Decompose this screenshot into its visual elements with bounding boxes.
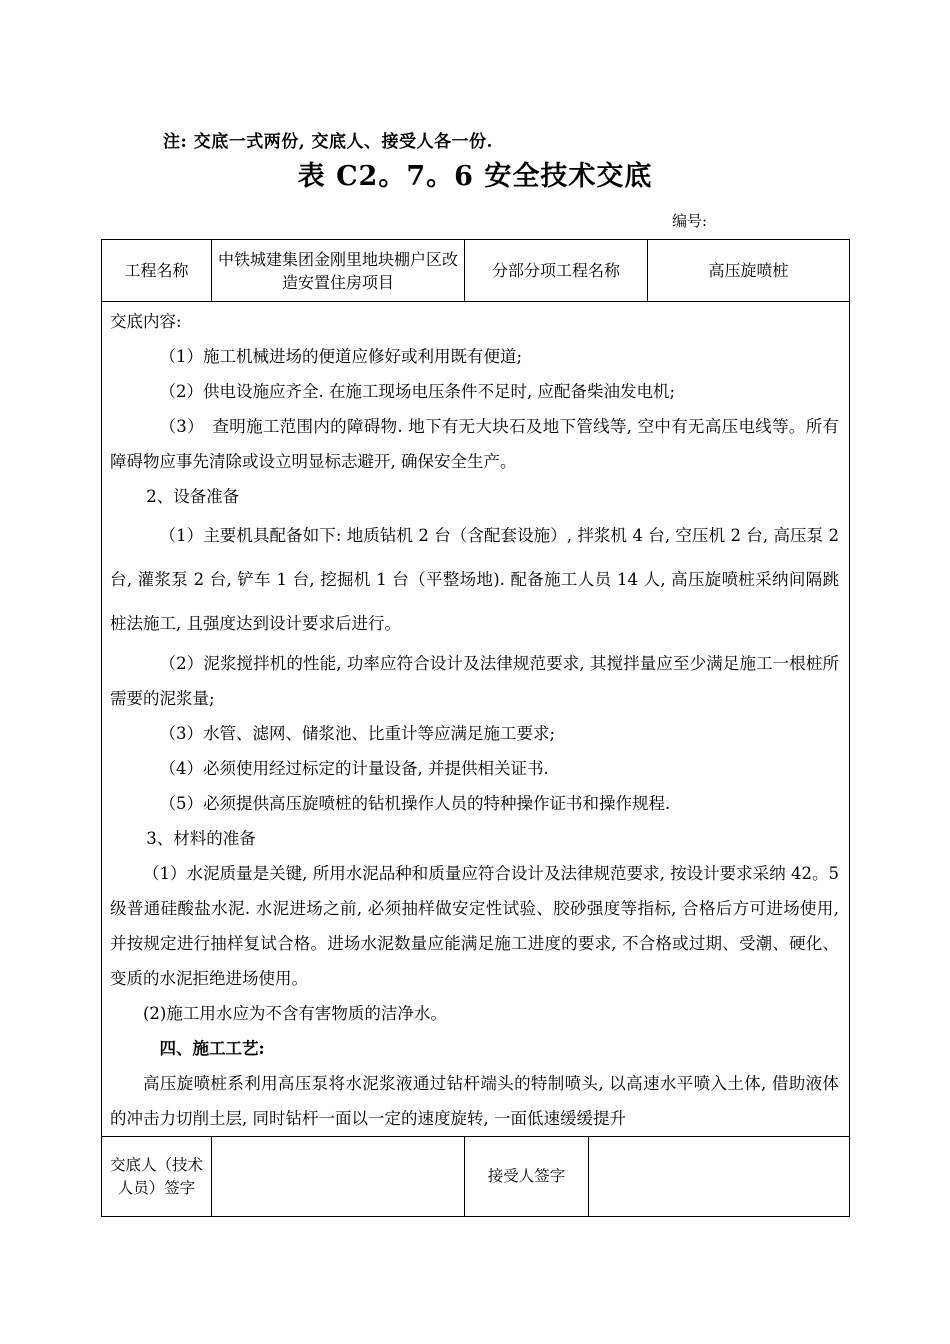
section-heading: 3、材料的准备 <box>146 829 256 848</box>
header-row <box>102 240 850 302</box>
discloser-signature-field[interactable] <box>212 1137 465 1217</box>
subproject-label: 分部分项工程名称 <box>465 240 648 302</box>
distribution-note: 注: 交底一式两份, 交底人、接受人各一份. <box>163 132 493 152</box>
section-heading: 2、设备准备 <box>146 487 240 506</box>
content-heading: 交底内容: <box>110 312 182 331</box>
content-paragraph: （1）主要机具配备如下: 地质钻机 2 台（含配套设施）, 拌浆机 4 台, 空压机 2 台, 高压泵 2 台, 灌浆泵 2 台, 铲车 1 台, 挖掘机 1 台（平整场地). 配备施工人员 14 人, 高压旋喷桩采纳间隔跳桩法施工, 且强度达到设计要求后进行。 <box>110 526 840 633</box>
content-paragraph: （2）泥浆搅拌机的性能, 功率应符合设计及法律规范要求, 其搅拌量应至少满足施工一根桩所需要的泥浆量; <box>110 654 840 708</box>
content-paragraph: （1）水泥质量是关键, 所用水泥品种和质量应符合设计及法律规范要求, 按设计要求采纳 42。5 级普通硅酸盐水泥. 水泥进场之前, 必须抽样做安定性试验、胶砂强度等指标, 合格后方可进场使用, 并按规定进行抽样复试合格。进场水泥数量应能满足施工进度的要求, 不合格或过期、受潮、硬化、变质的水泥拒绝进场使用。 <box>110 864 840 988</box>
content-paragraph: （3） 查明施工范围内的障碍物. 地下有无大块石及地下管线等, 空中有无高压电线等。所有障碍物应事先清除或设立明显标志避开, 确保安全生产。 <box>110 417 840 471</box>
content-paragraph: (2)施工用水应为不含有害物质的洁净水。 <box>143 1004 447 1023</box>
disclosure-content <box>102 302 849 1136</box>
content-paragraph: （1）施工机械进场的便道应修好或利用既有便道; <box>159 347 523 366</box>
serial-number-label: 编号: <box>672 212 708 230</box>
content-paragraph: （4）必须使用经过标定的计量设备, 并提供相关证书. <box>159 759 549 778</box>
content-paragraph: （3）水管、滤网、储浆池、比重计等应满足施工要求; <box>159 724 556 743</box>
disclosure-table <box>101 239 850 1217</box>
section-heading: 四、施工工艺: <box>159 1039 265 1058</box>
subproject-value: 高压旋喷桩 <box>648 240 850 302</box>
receiver-signature-field[interactable] <box>589 1137 850 1217</box>
project-name-value: 中铁城建集团金刚里地块棚户区改造安置住房项目 <box>212 240 465 302</box>
disclosure-content-cell <box>102 302 850 1137</box>
document-title: 表 C2。7。6 安全技术交底 <box>297 161 653 192</box>
content-paragraph: （5）必须提供高压旋喷桩的钻机操作人员的特种操作证书和操作规程. <box>159 794 671 813</box>
receiver-signature-label: 接受人签字 <box>465 1137 589 1217</box>
content-paragraph: 高压旋喷桩系利用高压泵将水泥浆液通过钻杆端头的特制喷头, 以高速水平喷入土体, 借助液体的冲击力切削土层, 同时钻杆一面以一定的速度旋转, 一面低速缓缓提升 <box>110 1074 840 1128</box>
content-paragraph: （2）供电设施应齐全. 在施工现场电压条件不足时, 应配备柴油发电机; <box>159 382 676 401</box>
discloser-signature-label: 交底人（技术人员）签字 <box>102 1137 212 1217</box>
signature-row <box>102 1137 850 1217</box>
project-name-label: 工程名称 <box>102 240 212 302</box>
